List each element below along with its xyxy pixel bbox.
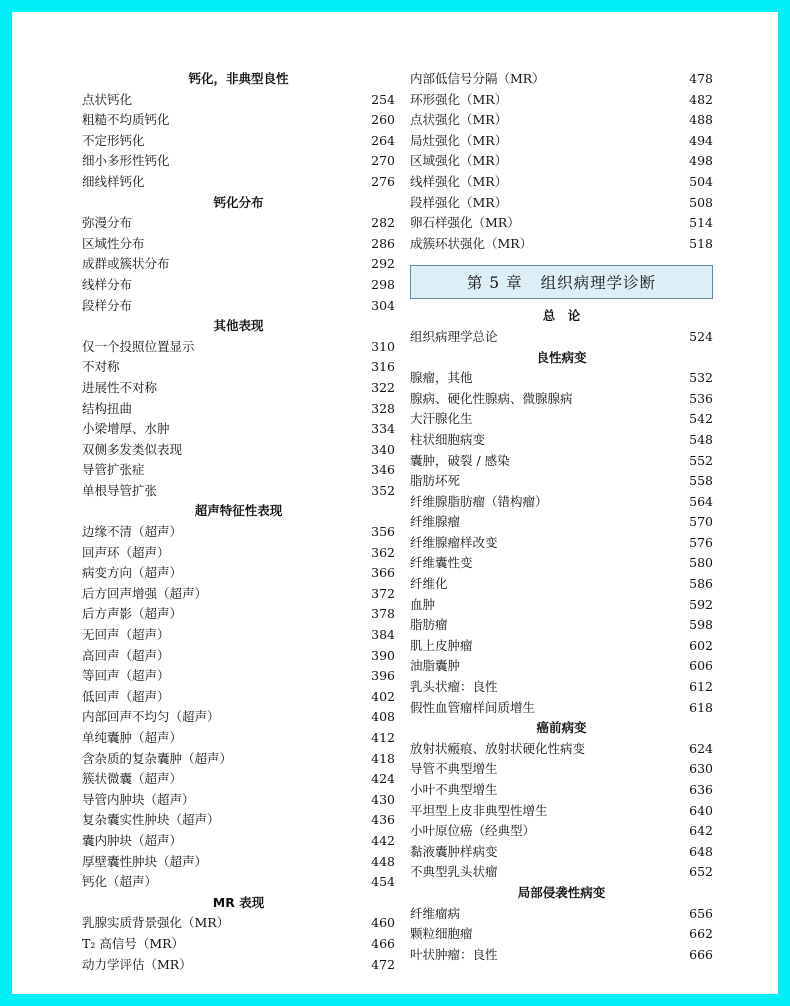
entry-page-number: 402: [371, 688, 395, 704]
entry-page-number: 618: [689, 699, 713, 715]
entry-title: 腺瘤，其他: [410, 370, 473, 386]
section-heading: 良性病变: [536, 349, 587, 365]
entry-title: 回声环（超声）: [82, 544, 170, 560]
entry-page-number: 656: [689, 905, 713, 921]
entry-page-number: 524: [689, 328, 713, 344]
entry-title: 病变方向（超声）: [82, 565, 183, 581]
toc-entry[interactable]: [410, 213, 713, 234]
toc-entry[interactable]: [410, 801, 713, 822]
toc-entry[interactable]: [82, 563, 395, 584]
toc-entry[interactable]: [410, 533, 713, 554]
entry-page-number: 436: [371, 812, 395, 828]
entry-title: 肌上皮肿瘤: [410, 637, 473, 653]
entry-page-number: 292: [371, 256, 395, 272]
entry-title: 不定形钙化: [82, 132, 145, 148]
toc-entry[interactable]: [82, 955, 395, 976]
entry-page-number: 580: [689, 555, 713, 571]
toc-left-column: [82, 69, 395, 975]
toc-entry[interactable]: [82, 275, 395, 296]
toc-entry[interactable]: [82, 852, 395, 873]
toc-entry[interactable]: [410, 110, 713, 131]
entry-page-number: 460: [371, 915, 395, 931]
entry-title: 放射状瘢痕、放射状硬化性病变: [410, 740, 586, 756]
toc-entry[interactable]: [82, 769, 395, 790]
entry-title: 细小多形性钙化: [82, 153, 170, 169]
entry-page-number: 514: [689, 215, 713, 231]
entry-title: 大汗腺化生: [410, 411, 473, 427]
toc-entry[interactable]: [82, 90, 395, 111]
toc-entry[interactable]: [410, 862, 713, 883]
entry-title: 内部低信号分隔（MR）: [410, 71, 545, 86]
section-heading: 其他表现: [213, 318, 264, 334]
toc-right-column: [410, 69, 713, 965]
entry-title: 进展性不对称: [82, 379, 158, 395]
toc-entry[interactable]: [410, 739, 713, 760]
toc-entry[interactable]: [82, 254, 395, 275]
section-heading: 总 论: [542, 308, 581, 324]
entry-title: 后方回声增强（超声）: [82, 585, 208, 601]
entry-title: 点状钙化: [82, 91, 133, 107]
entry-title: 柱状细胞病变: [410, 431, 486, 447]
toc-entry[interactable]: [410, 151, 713, 172]
entry-page-number: 648: [689, 843, 713, 859]
entry-title: 成簇环状强化（MR）: [410, 235, 533, 251]
toc-entry[interactable]: [410, 193, 713, 214]
entry-page-number: 430: [371, 791, 395, 807]
toc-entry[interactable]: [410, 90, 713, 111]
toc-entry[interactable]: [82, 213, 395, 234]
toc-entry[interactable]: [410, 471, 713, 492]
entry-title: 乳腺实质背景强化（MR）: [82, 915, 230, 931]
entry-page-number: 378: [371, 606, 395, 622]
entry-page-number: 390: [371, 647, 395, 663]
entry-page-number: 270: [371, 153, 395, 169]
toc-entry[interactable]: [410, 945, 713, 966]
entry-page-number: 352: [371, 482, 395, 498]
entry-title: 假性血管瘤样间质增生: [410, 699, 536, 715]
entry-title: 线样强化（MR）: [410, 173, 508, 189]
entry-title: 单纯囊肿（超声）: [82, 730, 183, 745]
entry-title: 簇状微囊（超声）: [82, 771, 183, 787]
entry-page-number: 612: [689, 679, 713, 695]
entry-page-number: 652: [689, 864, 713, 880]
toc-entry[interactable]: [82, 584, 395, 605]
toc-entry[interactable]: [410, 69, 713, 90]
toc-entry[interactable]: [82, 440, 395, 461]
toc-entry[interactable]: [82, 151, 395, 172]
entry-title: 腺病、硬化性腺病、微腺腺病: [410, 390, 573, 406]
entry-page-number: 442: [371, 832, 395, 848]
entry-page-number: 366: [371, 565, 395, 581]
entry-page-number: 636: [689, 782, 713, 797]
entry-title: 黏液囊肿样病变: [410, 843, 498, 859]
entry-page-number: 662: [689, 926, 713, 942]
entry-title: 脂肪瘤: [410, 617, 448, 633]
toc-entry[interactable]: [82, 934, 395, 955]
entry-title: 纤维腺瘤样改变: [410, 534, 498, 550]
entry-page-number: 630: [689, 761, 713, 777]
toc-entry[interactable]: [82, 481, 395, 502]
entry-page-number: 340: [371, 441, 395, 457]
entry-title: 小叶原位癌（经典型）: [410, 823, 536, 839]
entry-page-number: 602: [689, 637, 713, 653]
entry-page-number: 418: [371, 750, 395, 766]
entry-title: 厚壁囊性肿块（超声）: [82, 853, 208, 869]
entry-title: 叶状肿瘤：良性: [410, 946, 498, 962]
entry-page-number: 548: [689, 431, 713, 447]
entry-title: 区域强化（MR）: [410, 153, 508, 169]
entry-title: 区域性分布: [82, 235, 145, 251]
entry-title: 结构扭曲: [82, 400, 133, 416]
entry-page-number: 472: [371, 956, 395, 972]
section-heading: 癌前病变: [536, 720, 587, 736]
entry-page-number: 494: [689, 132, 713, 148]
toc-entry[interactable]: [82, 913, 395, 934]
toc-entry[interactable]: [82, 646, 395, 667]
toc-entry[interactable]: [82, 296, 395, 317]
entry-title: 局灶强化（MR）: [410, 132, 508, 148]
entry-title: 粗糙不均质钙化: [82, 112, 170, 128]
entry-title: 动力学评估（MR）: [82, 956, 192, 972]
toc-entry[interactable]: [82, 131, 395, 152]
entry-page-number: 488: [689, 112, 713, 128]
entry-title: 小叶不典型增生: [410, 782, 498, 797]
toc-entry[interactable]: [82, 234, 395, 255]
entry-title: 油脂囊肿: [410, 658, 461, 674]
entry-title: 段样分布: [82, 297, 133, 313]
toc-entry[interactable]: [410, 389, 713, 410]
toc-entry[interactable]: [82, 543, 395, 564]
entry-title: 导管内肿块（超声）: [82, 791, 195, 807]
toc-entry[interactable]: [82, 110, 395, 131]
entry-page-number: 586: [689, 576, 713, 592]
toc-entry[interactable]: [82, 399, 395, 420]
toc-entry[interactable]: [82, 810, 395, 831]
entry-page-number: 508: [689, 194, 713, 210]
toc-entry[interactable]: [410, 656, 713, 677]
entry-page-number: 282: [371, 215, 395, 231]
entry-title: 囊肿，破裂 / 感染: [410, 452, 510, 468]
toc-entry[interactable]: [82, 522, 395, 543]
entry-page-number: 606: [689, 658, 713, 674]
entry-title: 低回声（超声）: [82, 688, 170, 704]
entry-title: 后方声影（超声）: [82, 606, 183, 622]
entry-page-number: 264: [371, 132, 395, 148]
toc-entry[interactable]: [410, 636, 713, 657]
entry-page-number: 412: [371, 730, 395, 745]
entry-page-number: 552: [689, 452, 713, 468]
entry-page-number: 362: [371, 544, 395, 560]
entry-title: T₂ 高信号（MR）: [82, 935, 185, 951]
toc-entry[interactable]: [82, 687, 395, 708]
entry-page-number: 598: [689, 617, 713, 633]
toc-entry[interactable]: [410, 234, 713, 255]
toc-entry[interactable]: [82, 337, 395, 358]
entry-title: 细线样钙化: [82, 173, 145, 189]
entry-page-number: 666: [689, 946, 713, 962]
entry-title: 线样分布: [82, 276, 133, 292]
entry-page-number: 518: [689, 235, 713, 251]
section-heading: 局部侵袭性病变: [517, 884, 606, 900]
entry-title: 弥漫分布: [82, 215, 133, 231]
toc-entry[interactable]: [82, 604, 395, 625]
entry-title: 血肿: [410, 596, 436, 612]
entry-page-number: 466: [371, 935, 395, 951]
toc-entry[interactable]: [82, 707, 395, 728]
toc-entry[interactable]: [410, 595, 713, 616]
toc-entry[interactable]: [410, 574, 713, 595]
entry-page-number: 260: [371, 112, 395, 128]
entry-page-number: 276: [371, 173, 395, 189]
toc-entry[interactable]: [82, 831, 395, 852]
entry-title: 脂肪坏死: [410, 473, 461, 489]
entry-page-number: 424: [371, 771, 395, 787]
entry-title: 无回声（超声）: [82, 627, 170, 643]
entry-page-number: 356: [371, 524, 395, 540]
entry-title: 纤维腺脂肪瘤（错构瘤）: [410, 493, 548, 509]
entry-title: 段样强化（MR）: [410, 194, 508, 210]
chapter-heading-box[interactable]: [410, 265, 713, 299]
toc-entry[interactable]: [82, 790, 395, 811]
entry-page-number: 498: [689, 153, 713, 169]
entry-page-number: 286: [371, 235, 395, 251]
entry-page-number: 592: [689, 596, 713, 612]
toc-entry[interactable]: [82, 419, 395, 440]
toc-page: [12, 12, 778, 994]
section-heading: 钙化分布: [213, 194, 264, 210]
entry-title: 复杂囊实性肿块（超声）: [82, 812, 220, 828]
toc-entry[interactable]: [82, 357, 395, 378]
entry-page-number: 640: [689, 802, 713, 818]
entry-page-number: 372: [371, 585, 395, 601]
section-heading: 钙化，非典型良性: [188, 71, 289, 86]
toc-entry[interactable]: [410, 131, 713, 152]
entry-page-number: 346: [371, 462, 395, 478]
toc-entry[interactable]: [82, 872, 395, 893]
toc-entry[interactable]: [410, 821, 713, 842]
entry-title: 等回声（超声）: [82, 668, 170, 684]
section-heading: 超声特征性表现: [194, 503, 283, 519]
entry-title: 卵石样强化（MR）: [410, 215, 520, 231]
entry-page-number: 576: [689, 534, 713, 550]
entry-page-number: 624: [689, 740, 713, 756]
entry-title: 仅一个投照位置显示: [82, 338, 195, 354]
entry-title: 纤维化: [410, 576, 448, 592]
toc-entry[interactable]: [410, 327, 713, 348]
entry-title: 边缘不清（超声）: [82, 524, 183, 540]
entry-title: 不对称: [82, 359, 120, 375]
toc-entry[interactable]: [82, 460, 395, 481]
toc-entry[interactable]: [82, 625, 395, 646]
entry-page-number: 384: [371, 627, 395, 643]
entry-page-number: 316: [371, 359, 395, 375]
entry-page-number: 454: [371, 874, 395, 890]
entry-title: 平坦型上皮非典型性增生: [410, 802, 548, 818]
entry-title: 含杂质的复杂囊肿（超声）: [82, 750, 233, 766]
toc-entry[interactable]: [82, 378, 395, 399]
entry-page-number: 532: [689, 370, 713, 386]
toc-entry[interactable]: [410, 780, 713, 801]
toc-entry[interactable]: [410, 842, 713, 863]
toc-entry[interactable]: [410, 430, 713, 451]
toc-entry[interactable]: [410, 553, 713, 574]
chapter-number: 第 5 章: [466, 274, 523, 293]
toc-entry[interactable]: [410, 512, 713, 533]
toc-entry[interactable]: [410, 368, 713, 389]
entry-page-number: 254: [371, 91, 395, 107]
entry-page-number: 642: [689, 823, 713, 839]
entry-page-number: 396: [371, 668, 395, 684]
entry-page-number: 448: [371, 853, 395, 869]
toc-entry[interactable]: [82, 749, 395, 770]
entry-title: 钙化（超声）: [82, 874, 158, 890]
toc-entry[interactable]: [410, 904, 713, 925]
entry-page-number: 322: [371, 379, 395, 395]
entry-page-number: 310: [371, 338, 395, 354]
entry-page-number: 504: [689, 173, 713, 189]
entry-title: 导管扩张症: [82, 462, 145, 478]
toc-entry[interactable]: [410, 698, 713, 719]
toc-entry[interactable]: [82, 728, 395, 749]
entry-title: 高回声（超声）: [82, 647, 170, 663]
entry-page-number: 298: [371, 276, 395, 292]
toc-entry[interactable]: [410, 677, 713, 698]
toc-entry[interactable]: [82, 172, 395, 193]
entry-page-number: 478: [689, 71, 713, 86]
entry-page-number: 558: [689, 473, 713, 489]
entry-title: 纤维囊性变: [410, 555, 473, 571]
entry-title: 纤维腺瘤: [410, 514, 461, 530]
entry-page-number: 536: [689, 390, 713, 406]
chapter-title: 组织病理学诊断: [540, 274, 657, 293]
section-heading: MR 表现: [212, 894, 265, 910]
entry-title: 环形强化（MR）: [410, 91, 508, 107]
entry-title: 囊内肿块（超声）: [82, 832, 183, 848]
entry-title: 乳头状瘤：良性: [410, 679, 498, 695]
entry-title: 单根导管扩张: [82, 482, 158, 498]
entry-page-number: 564: [689, 493, 713, 509]
spacer: [410, 254, 713, 259]
toc-entry[interactable]: [410, 409, 713, 430]
entry-title: 纤维瘤病: [410, 905, 461, 921]
entry-page-number: 304: [371, 297, 395, 313]
toc-entry[interactable]: [410, 492, 713, 513]
entry-title: 小梁增厚、水肿: [82, 421, 170, 437]
toc-entry[interactable]: [82, 666, 395, 687]
entry-page-number: 570: [689, 514, 713, 530]
entry-title: 双侧多发类似表现: [82, 441, 183, 457]
entry-title: 组织病理学总论: [410, 328, 498, 344]
entry-page-number: 334: [371, 421, 395, 437]
entry-title: 颗粒细胞瘤: [410, 926, 473, 942]
toc-entry[interactable]: [410, 615, 713, 636]
entry-title: 成群或簇状分布: [82, 256, 170, 272]
toc-entry[interactable]: [410, 172, 713, 193]
entry-title: 点状强化（MR）: [410, 112, 508, 128]
toc-entry[interactable]: [410, 759, 713, 780]
entry-page-number: 328: [371, 400, 395, 416]
entry-title: 不典型乳头状瘤: [410, 864, 498, 880]
entry-title: 内部回声不均匀（超声）: [82, 709, 220, 725]
toc-entry[interactable]: [410, 451, 713, 472]
entry-page-number: 542: [689, 411, 713, 427]
toc-entry[interactable]: [410, 924, 713, 945]
entry-title: 导管不典型增生: [410, 761, 498, 777]
entry-page-number: 482: [689, 91, 713, 107]
entry-page-number: 408: [371, 709, 395, 725]
